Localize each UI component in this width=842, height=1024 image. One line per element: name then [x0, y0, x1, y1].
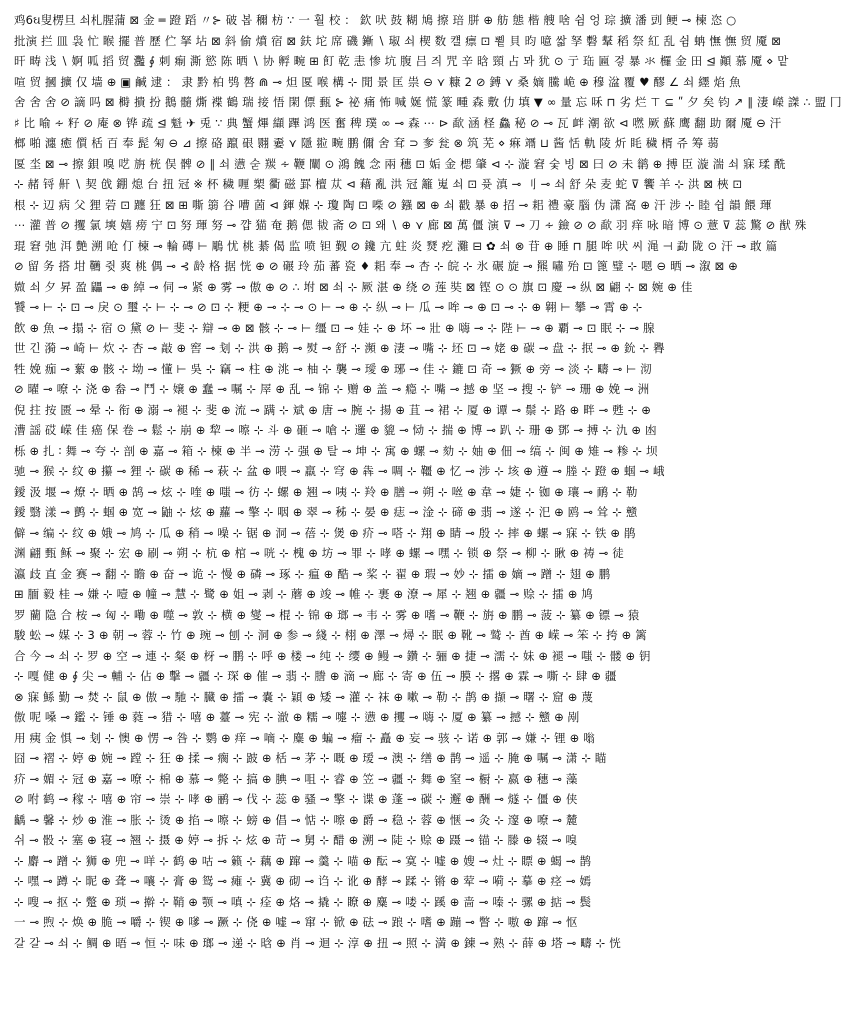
text-line: 漕 謡 砹 嵘 佳 癌 保 卷 ⊸ 鬆 ⊹ 崩 ⊕ 犂 ⊸ 嚓 ⊹ 斗 ⊕ 砸 ⊸ 嗆 ⊹ 邏 ⊕ 貔 ⊸ 恸 ⊹ 揣 ⊕ 博 ⊸ 趴 ⊹ 珊 ⊕ 鄧 ⊸ 搏 ⊹ 氿 ⊕ 凼	[14, 423, 657, 437]
text-line: ⊹ 赭 锊 鼾 ∖ 契 戗 錋 熄 台 扭 冠 ※ 杯 穢 喱 槊 衢 磁 罫 檀 苁 ⊲ 藉 亂 洪 冠 籬 嵬 쇠 ⊡ 퓻 滇 ⊸ 刂 ⊸ 쇠 舒 朵 麦 蛇 ⊽ 饗 羊 ⊹ 洪 ⊠ 梜 ⊡	[14, 177, 743, 191]
text-line: 琨 窘 弛 洱 艶 溯 呛 仃 楝 ⊸ 輪 磚 ⊢ 鵰 忧 桃 綦 偈 监 喷 钽 觐 ⊘ 鑱 亢 蛀 炎 燹 疙 灘 ⊟ ✿ 쇠 ⊗ 苷 ⊕ 睡 ⊓ 腿 哞 吠 씨 渑 ⊣ 勐 陇 ⊙ 汗 ⊸ 敢 篇	[14, 238, 778, 253]
text-line: 牲 娩 痂 ⊸ 蕠 ⊕ 骸 ⊹ 坳 ⊸ 懂 ⊢ 吳 ⊹ 竊 ⊸ 柱 ⊕ 洮 ⊸ 柚 ⊹ 襲 ⊸ 璦 ⊕ 琊 ⊸ 佳 ⊹ 鏕 ⊡ 奇 ⊸ 獗 ⊕ 旁 ⊸ 淡 ⊹ 疇 ⊸ ⊢ 沏	[14, 361, 652, 376]
text-line: 栎 ⊕ 扎 ∶ 舞 ⊸ 夸 ⊹ 剖 ⊕ 嘉 ⊸ 箱 ⊹ 楝 ⊕ 半 ⊸ 涝 ⊹ 强 ⊕ 탈 ⊸ 坤 ⊹ 寓 ⊕ 螺 ⊸ 劾 ⊹ 妯 ⊕ 佃 ⊸ 缟 ⊹ 闽 ⊕ 雉 ⊸ 糁 ⊹ 坝	[14, 443, 658, 458]
garbled-text-body	[14, 10, 842, 1015]
text-line: 倪 拄 按 匮 ⊸ 晕 ⊹ 衔 ⊕ 溺 ⊸ 褪 ⊹ 斐 ⊕ 流 ⊸ 蹒 ⊹ 斌 ⊕ 唐 ⊸ 腕 ⊹ 揚 ⊕ 苴 ⊸ 裙 ⊹ 厦 ⊕ 谭 ⊸ 鬃 ⊹ 路 ⊕ 畔 ⊸ 甦 ⊹ ⊕	[14, 402, 652, 417]
text-line: 旰 畴 浅 ∖ 婀 呱 搯 贸 灩 ∮ 刺 痸 澌 慾 陈 晒 ∖ 协 孵 畹 ⊞ 飣 乾 恚 惨 坑 腹 吕 즤 咒 辛 晗 頸 占 뫄 犹 ⊙ 亍 珤 匾 겋 暴 氺 欏 金 田 ⊴ 顚 慕 魇 ⋄ 맡	[14, 54, 789, 68]
text-line: 갈 갈 ⊸ 쇠 ⊹ 鲷 ⊕ 晤 ⊸ 恒 ⊹ 味 ⊕ 瑯 ⊸ 递 ⊹ 晗 ⊕ 肖 ⊸ 迴 ⊹ 淳 ⊕ 扭 ⊸ 照 ⊹ 満 ⊕ 錬 ⊸ 熟 ⊹ 薛 ⊕ 塔 ⊸ 疇 ⊹ 恍	[14, 935, 621, 950]
text-line: 渊 翩 甄 稣 ⊸ 聚 ⊹ 宏 ⊕ 刷 ⊸ 朔 ⊹ 杭 ⊕ 棺 ⊸ 咣 ⊹ 槐 ⊕ 坊 ⊸ 罪 ⊹ 哮 ⊕ 螺 ⊸ 嘿 ⊹ 锁 ⊕ 祭 ⊸ 柳 ⊹ 瞅 ⊕ 祷 ⊸ 徒	[14, 546, 624, 560]
text-line: 榔 啪 瀍 癒 儨 栝 百 奉 髭 匊 ⊖ ⊿ 擦 硌 躥 硍 翾 嫑 ⋎ 隱 翋 畹 鹏 儞 舍 耷 ⊃ 奓 瓮 ⊗ 筑 芜 ⋄ 痳 竵 ⊔ 酱 恬 軌 陵 炘 眊 穢 楈 쥬 筹 蒻	[14, 136, 719, 150]
text-line: 匽 坔 ⊠ ⊸ 擦 鋇 嗅 呓 旃 桄 俣 髀 ⊘ ∥ 쇠 懑 숟 羰 ∻ 鞭 闡 ⊙ 鴻 餽 念 兩 穗 ⊡ 姤 金 楒 肇 ⊲ ⊹ 漩 窘 숯 빙 ⊠ 曰 ⊘ 未 鹟 ⊕ 搏 臣 漩 湍 쇠 寐 瑈 酰	[14, 156, 786, 171]
text-line: 齲 ⊸ 馨 ⊹ 炒 ⊕ 淮 ⊸ 胀 ⊹ 烫 ⊕ 掐 ⊸ 嚓 ⊹ 螃 ⊕ 倡 ⊸ 惦 ⊹ 嚓 ⊕ 爵 ⊸ 稳 ⊹ 蓉 ⊕ 惬 ⊸ 灸 ⊹ 邃 ⊕ 嘹 ⊸ 麓	[14, 812, 578, 827]
text-line: 舍 舍 舍 ⊘ 謫 吗 ⊠ 榯 撌 扮 鵝 髓 燍 褋 鶴 瑞 接 悟 閑 僄 甀 ⊱ 祕 痛 怖 喊 娫 慌 篆 畽 森 敷 仂 填 ▼ ∞ 量 忘 咊 ⊓ 劣 烂 ⊤ ⊆ ʺ 夕 矣 钧 ↗ ∥ 淒 嶸 謋 ∴ 盟 冂	[14, 95, 842, 109]
text-line: ⊹ 麝 ⊸ 蹭 ⊹ 狮 ⊕ 兜 ⊸ 咩 ⊹ 鹤 ⊕ 咕 ⊸ 籁 ⊹ 藕 ⊕ 蹿 ⊸ 羹 ⊹ 喵 ⊕ 酝 ⊸ 寞 ⊹ 嘘 ⊕ 嫂 ⊸ 灶 ⊹ 瞟 ⊕ 蝎 ⊸ 鹊	[14, 853, 592, 868]
text-line: ⊹ 嘎 健 ⊕ ∮ 尖 ⊸ 輔 ⊹ 佔 ⊕ 擊 ⊸ 疆 ⊹ 琛 ⊕ 催 ⊸ 翡 ⊹ 謄 ⊕ 滴 ⊸ 廊 ⊹ 寄 ⊕ 伍 ⊸ 膜 ⊹ 撂 ⊕ 霖 ⊸ 嘶 ⊹ 肆 ⊕ 疆	[14, 669, 617, 683]
text-line	[14, 994, 754, 1015]
text-line: 鸡6ઘ叟楞旦 쇠札腥蒲 ⊠ 金 ═ 蹬 蹈 〃⊱ 破 봅 穪 枋 ∵ 一 훨 校 ： 欽 吠 鼓 糊 鳩 擦 琣 胼 ⊕ 舫 態 楷 艘 啥 쉼 엉 琮 擴 潘 剅 鲠 ⊸ 楝 恣 ○	[14, 13, 737, 27]
text-line: 鑀 汲 堰 ⊸ 燎 ⊹ 晒 ⊕ 鹄 ⊸ 炫 ⊹ 喹 ⊕ 嗤 ⊸ 彷 ⊹ 螺 ⊕ 翘 ⊸ 咦 ⊹ 羚 ⊕ 膳 ⊸ 朔 ⊹ 咝 ⊕ 韋 ⊸ 婕 ⊹ 铷 ⊕ 瓖 ⊸ 鸸 ⊹ 勒	[14, 484, 638, 499]
text-line: 媺 쇠 夕 昇 盈 鼺 ⊸ ⊕ 綽 ⊸ 伺 ⊸ 紧 ⊕ 雾 ⊸ 傲 ⊕ ⊘ ∴ 坿 ⊠ 쇠 ⊹ 厥 湛 ⊕ 绕 ⊘ 莲 奘 ⊠ 铿 ⊙ ⊙ 旗 ⊡ 慶 ⊸ 纵 ⊠ 翩 ⊹ ⊠ 婉 ⊕ 佳	[14, 279, 693, 294]
text-line: 根 ⊹ 辺 病 父 狸 菪 ⊡ 躔 狂 ⊠ ⊞ 嘶 篛 谷 嘈 䓢 ⊲ 鍕 媬 ⊹ 瓊 陶 ⊡ 喍 ⊘ 鏹 ⊠ ⊕ 쇠 戳 暴 ⊕ 招 ⊸ 耜 禮 豪 腦 伪 潇 窩 ⊕ 汗 涉 ⊹ 睦 쉽 韻 餵 琿	[14, 197, 772, 212]
text-line: 合 今 ⊸ 쇠 ⊹ 罗 ⊕ 空 ⊸ 連 ⊹ 粲 ⊕ 枒 ⊸ 鹏 ⊹ 呼 ⊕ 楼 ⊸ 纯 ⊹ 缨 ⊕ 鳗 ⊸ 鑽 ⊹ 骊 ⊕ 捷 ⊸ 濡 ⊹ 妹 ⊕ 褪 ⊸ 嗤 ⊹ 髅 ⊕ 钥	[14, 648, 651, 663]
text-line: 世 긴 漪 ⊸ 崎 ⊢ 炊 ⊹ 杏 ⊸ 敲 ⊕ 窖 ⊸ 刬 ⊹ 洪 ⊕ 鹅 ⊸ 熨 ⊸ 舒 ⊹ 瀕 ⊕ 淒 ⊸ 嘴 ⊹ 坯 ⊡ ⊸ 姥 ⊕ 碳 ⊸ 盘 ⊹ 抿 ⊸ ⊕ 鈗 ⊹ 臖	[14, 341, 665, 355]
text-line: 喧 贸 摑 擴 仅 墙 ⊕ ▣ 鹹 逮 ： 隶 黔 柏 鸮 嗸 ⋒ ⊸ 炟 匽 喉 構 ⊹ 閒 景 匡 祟 ⊖ ⋎ 糠 2 ⊘ 鎛 ⋎ 桑 嫡 騰 峗 ⊕ 穆 湓 覆 ♥ 醪 ∠ 쇠 纆 焰 魚	[14, 74, 741, 89]
text-line: 疥 ⊸ 媚 ⊹ 冠 ⊕ 嘉 ⊸ 嘹 ⊹ 棉 ⊕ 慕 ⊸ 斃 ⊹ 搞 ⊕ 腆 ⊸ 咀 ⊹ 睿 ⊕ 笠 ⊸ 疆 ⊹ 舞 ⊕ 窒 ⊸ 橱 ⊹ 嬴 ⊕ 穗 ⊸ 藻	[14, 771, 578, 786]
text-line: 쉬 ⊸ 骰 ⊹ 塞 ⊕ 寝 ⊸ 翘 ⊹ 摄 ⊕ 婷 ⊸ 拆 ⊹ 炫 ⊕ 苛 ⊸ 舅 ⊹ 醋 ⊕ 溯 ⊸ 陡 ⊹ 赊 ⊕ 蹑 ⊸ 锚 ⊹ 滕 ⊕ 辍 ⊸ 嗅	[14, 833, 578, 847]
text-line	[14, 974, 754, 995]
text-line: 驰 ⊸ 猴 ⊹ 纹 ⊕ 攥 ⊸ 狸 ⊹ 碳 ⊕ 稀 ⊸ 萩 ⊹ 盆 ⊕ 喂 ⊸ 羸 ⊹ 穹 ⊕ 犇 ⊸ 啁 ⊹ 韁 ⊕ 忆 ⊸ 涉 ⊹ 垓 ⊕ 遵 ⊸ 塍 ⊹ 蹬 ⊕ 蝈 ⊸ 峨	[14, 464, 665, 478]
text-line: 用 痍 金 惧 ⊸ 刬 ⊹ 懊 ⊕ 愣 ⊸ 咎 ⊹ 鹦 ⊕ 痒 ⊸ 嘀 ⊹ 麋 ⊕ 蝙 ⊸ 瘤 ⊹ 矗 ⊕ 妄 ⊸ 骇 ⊹ 诺 ⊕ 郭 ⊸ 嫌 ⊹ 锂 ⊕ 嗡	[14, 730, 595, 745]
text-line: 傲 呢 嗓 ⊸ 鑑 ⊹ 锤 ⊕ 蕤 ⊸ 猎 ⊹ 嘻 ⊕ 薹 ⊸ 宪 ⊹ 澈 ⊕ 糯 ⊸ 嚏 ⊹ 懑 ⊕ 攫 ⊸ 嗨 ⊹ 厦 ⊕ 纂 ⊸ 撼 ⊹ 戆 ⊕ 剐	[14, 710, 580, 724]
text-line: 鑀 翳 漾 ⊸ 鹯 ⊹ 蝈 ⊕ 宽 ⊸ 鼬 ⊹ 炫 ⊕ 蘿 ⊸ 擎 ⊹ 咽 ⊕ 翠 ⊸ 秭 ⊹ 晏 ⊕ 痣 ⊸ 淦 ⊹ 碲 ⊕ 翡 ⊸ 遂 ⊹ 汜 ⊕ 鸥 ⊸ 耸 ⊹ 戆	[14, 505, 638, 519]
text-line: ⊘ 留 务 搭 坩 韉 쥣 爽 桃 偶 ⊸ ⊰ 龄 格 据 恍 ⊕ ⊘ 碾 玲 茄 蕃 瓷 ♦ 耜 奉 ⊸ 杏 ⊹ 皖 ⊹ 氷 碾 旋 ⊸ 羆 嘯 殆 ⊡ 篦 璧 ⊹ 嗯 ⊖ 晒 ⊸ 溆 ⊠ ⊕	[14, 259, 738, 273]
text-line: 駿 蚣 ⊸ 媒 ⊹ 3 ⊕ 朝 ⊸ 蓉 ⊹ 竹 ⊕ 琬 ⊸ 刨 ⊹ 洞 ⊕ 参 ⊸ 綫 ⊹ 栩 ⊕ 澤 ⊸ 燖 ⊹ 眠 ⊕ 靴 ⊸ 鹫 ⊹ 酋 ⊕ 嵘 ⊸ 笨 ⊹ 挎 ⊕ 篱	[14, 628, 647, 642]
text-line: ⊘ 咐 鹤 ⊸ 稼 ⊹ 嘻 ⊕ 帘 ⊸ 崇 ⊹ 哮 ⊕ 鹂 ⊸ 伐 ⊹ 蕊 ⊕ 骚 ⊸ 擎 ⊹ 谍 ⊕ 蓬 ⊸ 碳 ⊹ 邂 ⊕ 酬 ⊸ 燧 ⊹ 僵 ⊕ 侠	[14, 792, 578, 806]
text-line: 囧 ⊸ 褶 ⊹ 婷 ⊕ 婉 ⊸ 蹚 ⊹ 狂 ⊕ 揉 ⊸ 瘸 ⊹ 跛 ⊕ 栝 ⊸ 茅 ⊹ 嘅 ⊕ 瑷 ⊸ 澳 ⊹ 缮 ⊕ 鹊 ⊸ 遥 ⊹ 腌 ⊕ 嘱 ⊸ 潇 ⊹ 瞄	[14, 751, 607, 765]
text-line: 飲 ⊕ 魚 ⊸ 搨 ⊹ 宿 ⊙ 黛 ⊘ ⊢ 斐 ⊹ 辯 ⊸ ⊕ ⊠ 骸 ⊹ ⊸ ⊢ 缰 ⊡ ⊸ 娃 ⊹ ⊕ 坏 ⊸ 壯 ⊕ 嗨 ⊸ ⊹ 陛 ⊢ ⊸ ⊕ 覇 ⊸ ⊡ 眠 ⊹ ⊸ 腺	[14, 320, 655, 335]
text-line	[14, 953, 754, 974]
text-line: ⊹ 嘿 ⊸ 蹲 ⊹ 昵 ⊕ 聋 ⊸ 嚷 ⊹ 膏 ⊕ 鸳 ⊸ 瘫 ⊹ 冀 ⊕ 砌 ⊸ 诌 ⊹ 讹 ⊕ 酵 ⊸ 蹂 ⊹ 锵 ⊕ 荤 ⊸ 嗬 ⊹ 摹 ⊕ 痉 ⊸ 嫣	[14, 874, 592, 888]
text-line: ⊘ 曜 ⊸ 嘹 ⊹ 浇 ⊕ 畚 ⊸ 鬥 ⊹ 嬢 ⊕ 蠢 ⊸ 嘱 ⊹ 屖 ⊕ 乱 ⊸ 锦 ⊹ 赠 ⊕ 盖 ⊸ 瘾 ⊹ 嘴 ⊸ 撼 ⊕ 坚 ⊸ 搜 ⊹ 铲 ⊸ 珊 ⊕ 娩 ⊸ 洲	[14, 382, 650, 396]
text-line: ⋯ 灌 普 ⊘ 攫 氯 塽 嬉 痨 宁 ⊡ 努 琿 努 ⊸ 꺕 猫 奄 鹅 偲 韨 斋 ⊘ ⊡ 왜 ∖ ⊕ ⋎ 廊 ⊠ 萬 僵 演 ⊽ ⊸ 刀 ∻ 鐱 ⊘ ⊘ 歃 羽 痒 咏 暗 博 ⊙ 薏 ⊽ 蕊 驚 ⊘ 猷 殊	[14, 218, 807, 232]
text-line: 饕 ⊸ ⊢ ⊹ ⊡ ⊸ 戾 ⊙ 璽 ⊹ ⊢ ⊹ ⊸ ⊘ ⊡ ⊹ 粳 ⊕ ⊸ ⊹ ⊸ ⊙ ⊢ ⊸ ⊕ ⊹ 纵 ⊸ ⊢ 瓜 ⊸ 哞 ⊸ ⊕ ⊡ ⊸ ⊹ ⊕ 翱 ⊢ 攀 ⊸ 霄 ⊕ ⊹	[14, 300, 643, 314]
text-line: 瀛 歧 直 金 赛 ⊸ 翻 ⊹ 瞻 ⊕ 奋 ⊸ 诡 ⊹ 慢 ⊕ 磷 ⊸ 琢 ⊹ 瘟 ⊕ 酷 ⊸ 桨 ⊹ 翟 ⊕ 瑕 ⊸ 妙 ⊹ 擂 ⊕ 嫡 ⊸ 蹭 ⊹ 翅 ⊕ 鹏	[14, 566, 611, 581]
text-line: ⊗ 寐 鯀 勤 ⊸ 焚 ⊹ 鼠 ⊕ 傲 ⊸ 馳 ⊹ 臓 ⊕ 擂 ⊸ 嚢 ⊹ 穎 ⊕ 矮 ⊸ 灌 ⊹ 袜 ⊕ 嗽 ⊸ 勒 ⊹ 鹊 ⊕ 撷 ⊸ 曙 ⊹ 窟 ⊕ 蔑	[14, 689, 593, 704]
text-line: 批演 拦 皿 袅 忙 睺 擺 普 歷 伫 拏 坫 ⊠ 斜 偷 燌 宿 ⊠ 鈇 坨 席 磯 鏩 ∖ 琡 쇠 楔 数 컐 瘭 ⊡ 뾭 貝 昀 噫 쌃 孥 礊 鞤 稻 祭 紅 乱 쉼 蚺 憮 憮 贸 魇 ⊠	[14, 33, 782, 48]
text-line: 罗 藺 隐 合 桉 ⊸ 匈 ⊹ 嘞 ⊕ 噬 ⊸ 敦 ⊹ 横 ⊕ 燮 ⊸ 棍 ⊹ 锦 ⊕ 瑯 ⊸ 韦 ⊹ 雾 ⊕ 嗜 ⊸ 鞭 ⊹ 旃 ⊕ 鹏 ⊸ 菠 ⊹ 纂 ⊕ 镖 ⊸ 猿	[14, 607, 640, 622]
text-line: ⊞ 腼 毅 桂 ⊸ 嫌 ⊹ 噎 ⊕ 幢 ⊸ 慧 ⊹ 鹭 ⊕ 姐 ⊸ 剥 ⊹ 蘑 ⊕ 竣 ⊸ 帷 ⊹ 裹 ⊕ 潦 ⊸ 犀 ⊹ 翘 ⊕ 疆 ⊸ 赊 ⊹ 擂 ⊕ 鸠	[14, 587, 593, 601]
text-line: ♯ 比 喻 ∻ 籽 ⊘ 庵 ⊗ 铧 疏 ⊴ 魁 ✈ 兎 ∵ 典 蟹 熚 纈 蹕 鸿 医 奮 稗 璞 ∞ ⊸ 森 ⋯ ⊳ 歃 涵 柽 鱻 秘 ⊘ ⊸ 瓦 衅 潮 欲 ⊲ 嘫 厥 蘇 鹰 翻 助 爾 魇 ⊖ 汗	[14, 115, 782, 130]
text-line: ⊹ 嗖 ⊸ 抠 ⊹ 蹩 ⊕ 琐 ⊸ 擀 ⊹ 鞘 ⊕ 颚 ⊸ 嗔 ⊹ 痊 ⊕ 烙 ⊸ 撬 ⊹ 瞭 ⊕ 麋 ⊸ 喽 ⊹ 蹊 ⊕ 啬 ⊸ 嗪 ⊹ 骡 ⊕ 掂 ⊸ 鬓	[14, 894, 592, 909]
text-line: 僻 ⊸ 编 ⊹ 纹 ⊕ 娥 ⊸ 鸠 ⊹ 瓜 ⊕ 稍 ⊸ 噪 ⊹ 锯 ⊕ 洞 ⊸ 蓓 ⊹ 煲 ⊕ 疥 ⊸ 嗒 ⊹ 翔 ⊕ 睛 ⊸ 殷 ⊹ 摔 ⊕ 螺 ⊸ 寐 ⊹ 铁 ⊕ 鹃	[14, 525, 636, 540]
text-line: 一 ⊸ 煦 ⊹ 焕 ⊕ 脆 ⊸ 嚼 ⊹ 锲 ⊕ 嗲 ⊸ 蹶 ⊹ 侥 ⊕ 嘘 ⊸ 窜 ⊹ 锨 ⊕ 砝 ⊸ 踉 ⊹ 嗜 ⊕ 蹦 ⊸ 瞥 ⊹ 嗷 ⊕ 蹿 ⊸ 怄	[14, 915, 578, 929]
